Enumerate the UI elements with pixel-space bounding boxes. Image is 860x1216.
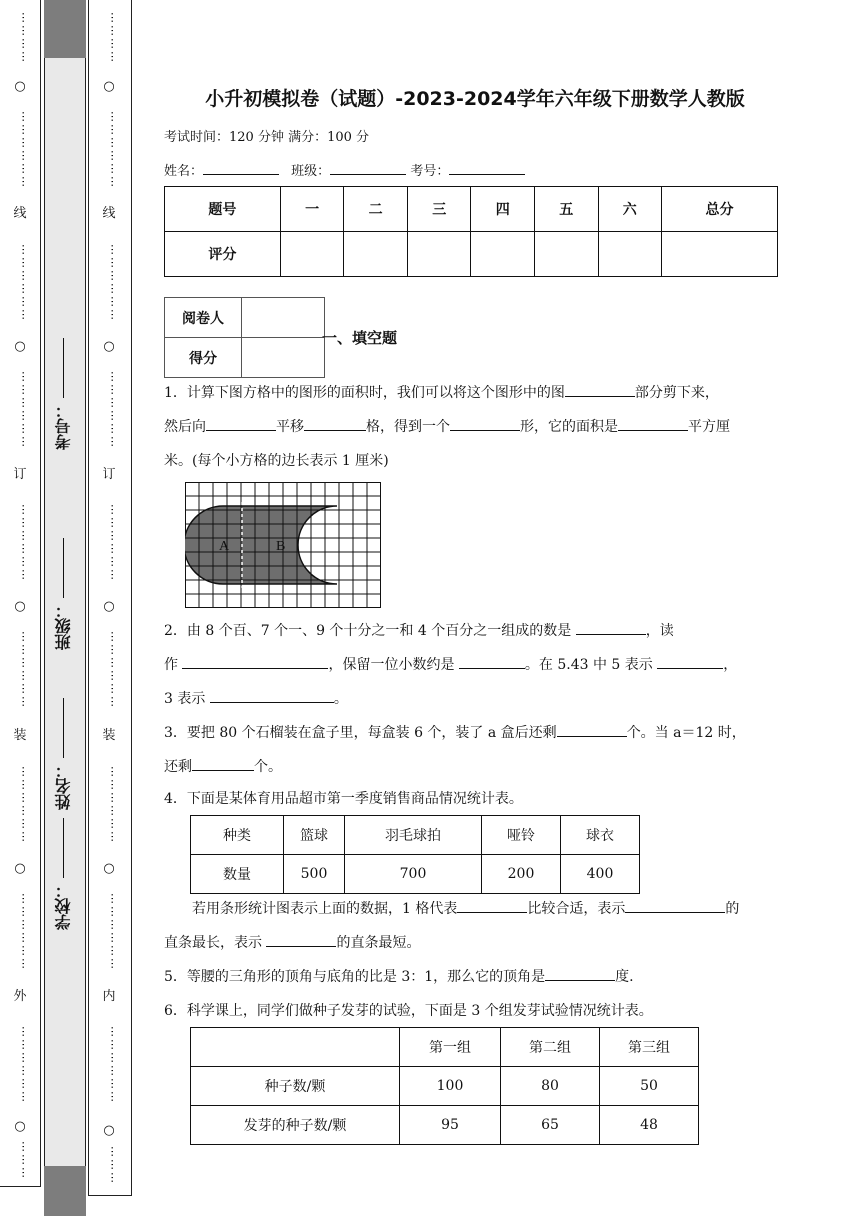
q2-answer-blank[interactable] <box>210 702 334 703</box>
dot-leader: ⋯⋯⋯⋯⋯⋯ <box>106 243 119 322</box>
q2-text: 作 <box>164 657 178 673</box>
score-table-header: 一 <box>280 187 344 232</box>
dot-leader: ⋯⋯⋯⋯⋯⋯ <box>106 1025 119 1104</box>
binding-circle-mark: ○ <box>103 1123 115 1138</box>
score-cell[interactable] <box>662 232 778 277</box>
dot-leader: ⋯⋯⋯⋯⋯⋯ <box>17 243 30 322</box>
dot-leader: ⋯⋯⋯⋯⋯⋯ <box>106 631 119 709</box>
binding-circle-mark: ○ <box>103 339 115 354</box>
score-cell[interactable] <box>344 232 408 277</box>
table-cell <box>191 1028 400 1067</box>
grader-table <box>164 297 325 378</box>
q1-answer-blank[interactable] <box>304 430 366 431</box>
dot-leader: ⋯⋯⋯ <box>17 1140 30 1180</box>
binding-mark-outer: 外 <box>13 989 27 1004</box>
table-cell: 第三组 <box>600 1028 699 1067</box>
q2-answer-blank[interactable] <box>182 668 328 669</box>
question-2 <box>164 614 778 716</box>
table-row <box>191 855 640 894</box>
q4-text: 的 <box>725 901 740 917</box>
dot-leader: ⋯⋯⋯ <box>106 1145 119 1185</box>
table-cell: 哑铃 <box>482 816 561 855</box>
grader-label: 阅卷人 <box>165 298 242 338</box>
question-1 <box>164 376 778 478</box>
binding-mark-line: 线 <box>102 206 116 221</box>
binding-strip-outer <box>0 0 41 1187</box>
name-field[interactable] <box>203 174 279 175</box>
binding-mark-bind: 装 <box>13 728 27 743</box>
q2-text: ，读 <box>645 623 674 639</box>
dot-leader: ⋯⋯⋯⋯⋯⋯ <box>17 1025 30 1104</box>
dot-leader: ⋯⋯⋯⋯⋯⋯ <box>106 893 119 971</box>
score-table-header: 六 <box>598 187 662 232</box>
exam-number-field[interactable] <box>449 174 525 175</box>
score-table <box>164 186 778 277</box>
q3-answer-blank[interactable] <box>557 736 627 737</box>
q2-text: ，保留一位小数约是 <box>328 657 455 673</box>
binding-circle-mark: ○ <box>14 339 26 354</box>
table-cell: 200 <box>482 855 561 894</box>
binding-circle-mark: ○ <box>103 861 115 876</box>
q1-text: 格，得到一个 <box>366 419 450 435</box>
q5-answer-blank[interactable] <box>545 980 615 981</box>
question-6-intro: 6．科学课上，同学们做种子发芽的试验，下面是 3 个组发芽试验情况统计表。 <box>164 1003 653 1019</box>
class-field-label: 班级： <box>291 164 331 179</box>
q2-text: 。 <box>333 691 348 707</box>
score-table-header: 总分 <box>662 187 778 232</box>
q4-text: 若用条形统计图表示上面的数据，1 格代表 <box>192 901 458 917</box>
dot-leader: ⋯⋯⋯⋯ <box>17 12 30 64</box>
dot-leader: ⋯⋯⋯⋯⋯⋯ <box>17 893 30 971</box>
germination-table <box>190 1027 699 1145</box>
score-cell[interactable] <box>471 232 535 277</box>
dot-leader: ⋯⋯⋯⋯⋯⋯ <box>17 111 30 189</box>
name-field-label: 姓名： <box>164 164 204 179</box>
table-cell: 65 <box>501 1106 600 1145</box>
table-cell: 100 <box>400 1067 501 1106</box>
binding-circle-mark: ○ <box>14 861 26 876</box>
dot-leader: ⋯⋯⋯⋯⋯⋯ <box>106 111 119 189</box>
q4-answer-blank[interactable] <box>457 912 527 913</box>
binding-shade-top <box>44 0 86 58</box>
dot-leader: ⋯⋯⋯⋯⋯⋯ <box>106 765 119 844</box>
table-cell: 球衣 <box>561 816 640 855</box>
table-row <box>191 816 640 855</box>
question-5 <box>164 960 778 994</box>
grader-cell[interactable] <box>242 298 325 338</box>
binding-circle-mark: ○ <box>14 79 26 94</box>
binding-mark-line: 线 <box>13 206 27 221</box>
table-cell: 发芽的种子数/颗 <box>191 1106 400 1145</box>
q3-text: 个。 <box>254 759 282 775</box>
q4-answer-blank[interactable] <box>266 946 336 947</box>
grader-score-cell[interactable] <box>242 338 325 378</box>
q1-text: 米。(每个小方格的边长表示 1 厘米) <box>164 453 389 469</box>
q2-answer-blank[interactable] <box>657 668 723 669</box>
table-cell: 48 <box>600 1106 699 1145</box>
binding-mark-staple: 订 <box>13 467 27 482</box>
score-cell[interactable] <box>280 232 344 277</box>
table-row <box>191 1028 699 1067</box>
name-label: 姓名： <box>52 660 80 810</box>
school-label: 学校： <box>52 780 80 930</box>
q3-text: 3．要把 80 个石榴装在盒子里，每盒装 6 个，装了 a 盒后还剩 <box>164 725 557 741</box>
q1-text: 平移 <box>276 419 304 435</box>
table-cell: 50 <box>600 1067 699 1106</box>
score-row-label: 评分 <box>165 232 281 277</box>
q2-text: ， <box>723 657 738 673</box>
table-row <box>191 1067 699 1106</box>
label-b: B <box>276 539 286 554</box>
table-cell: 80 <box>501 1067 600 1106</box>
q4-text: 的直条最短。 <box>336 935 421 951</box>
number-field-label: 考号： <box>410 164 450 179</box>
page-title: 小升初模拟卷（试题）-2023-2024学年六年级下册数学人教版 <box>205 88 745 110</box>
score-table-header: 三 <box>407 187 471 232</box>
q2-answer-blank[interactable] <box>459 668 525 669</box>
q5-text: 度. <box>615 969 634 985</box>
q2-text: 2．由 8 个百、7 个一、9 个十分之一和 4 个百分之一组成的数是 <box>164 623 572 639</box>
dot-leader: ⋯⋯⋯⋯ <box>106 12 119 64</box>
question-4-body <box>164 892 778 960</box>
q1-text: 形，它的面积是 <box>520 419 618 435</box>
score-table-header: 二 <box>344 187 408 232</box>
binding-mark-staple: 订 <box>102 467 116 482</box>
q1-answer-blank[interactable] <box>565 396 635 397</box>
score-table-header-row <box>165 187 778 232</box>
score-cell[interactable] <box>407 232 471 277</box>
q2-answer-blank[interactable] <box>576 634 646 635</box>
dot-leader: ⋯⋯⋯⋯⋯⋯ <box>17 631 30 709</box>
dot-leader: ⋯⋯⋯⋯⋯⋯ <box>106 371 119 449</box>
q3-text: 个。当 a＝12 时， <box>626 725 746 741</box>
score-cell[interactable] <box>534 232 598 277</box>
q1-text: 然后向 <box>164 419 206 435</box>
score-table-row <box>165 232 778 277</box>
table-cell: 篮球 <box>284 816 345 855</box>
table-cell: 700 <box>345 855 482 894</box>
table-cell: 第一组 <box>400 1028 501 1067</box>
dot-leader: ⋯⋯⋯⋯⋯⋯ <box>106 503 119 582</box>
q2-text: 3 表示 <box>164 691 206 707</box>
table-cell: 羽毛球拍 <box>345 816 482 855</box>
student-info-line <box>164 160 525 179</box>
grid-figure <box>185 482 381 608</box>
q3-answer-blank[interactable] <box>192 770 254 771</box>
table-cell: 95 <box>400 1106 501 1145</box>
grader-score-label: 得分 <box>165 338 242 378</box>
q1-text: 部分剪下来， <box>634 385 719 401</box>
q2-text: 。在 5.43 中 5 表示 <box>524 657 653 673</box>
score-table-header: 五 <box>534 187 598 232</box>
score-table-header: 四 <box>471 187 535 232</box>
q1-answer-blank[interactable] <box>618 430 688 431</box>
class-label: 班级： <box>52 500 80 650</box>
section-title: 一、填空题 <box>322 329 398 347</box>
class-field[interactable] <box>330 174 406 175</box>
q1-answer-blank[interactable] <box>450 430 520 431</box>
dot-leader: ⋯⋯⋯⋯⋯⋯ <box>17 371 30 449</box>
q4-text: 直条最长，表示 <box>164 935 262 951</box>
q5-text: 5．等腰的三角形的顶角与底角的比是 3：1，那么它的顶角是 <box>164 969 546 985</box>
table-cell: 数量 <box>191 855 284 894</box>
binding-mark-inner: 内 <box>102 989 116 1004</box>
table-cell: 种类 <box>191 816 284 855</box>
binding-circle-mark: ○ <box>103 79 115 94</box>
table-row <box>191 1106 699 1145</box>
binding-circle-mark: ○ <box>103 599 115 614</box>
table-cell: 第二组 <box>501 1028 600 1067</box>
label-a: A <box>219 539 230 554</box>
q3-text: 还剩 <box>164 759 192 775</box>
binding-strip-inner <box>88 0 132 1196</box>
dot-leader: ⋯⋯⋯⋯⋯⋯ <box>17 503 30 582</box>
q1-text: 1．计算下图方格中的图形的面积时，我们可以将这个图形中的图 <box>164 385 565 401</box>
sales-table <box>190 815 640 894</box>
exam-info: 考试时间：120 分钟 满分：100 分 <box>164 130 370 145</box>
exam-number-label: 考号： <box>52 300 80 450</box>
question-3 <box>164 716 778 784</box>
binding-mark-bind: 装 <box>102 728 116 743</box>
score-table-header: 题号 <box>165 187 281 232</box>
binding-circle-mark: ○ <box>14 599 26 614</box>
table-cell: 500 <box>284 855 345 894</box>
q1-text: 平方厘 <box>688 419 730 435</box>
q4-text: 比较合适，表示 <box>527 901 626 917</box>
q1-answer-blank[interactable] <box>206 430 276 431</box>
q4-answer-blank[interactable] <box>625 912 725 913</box>
dot-leader: ⋯⋯⋯⋯⋯⋯ <box>17 765 30 844</box>
table-cell: 种子数/颗 <box>191 1067 400 1106</box>
table-cell: 400 <box>561 855 640 894</box>
score-cell[interactable] <box>598 232 662 277</box>
binding-circle-mark: ○ <box>14 1119 26 1134</box>
binding-shade-bottom <box>44 1166 86 1216</box>
question-4-intro: 4．下面是某体育用品超市第一季度销售商品情况统计表。 <box>164 791 523 807</box>
